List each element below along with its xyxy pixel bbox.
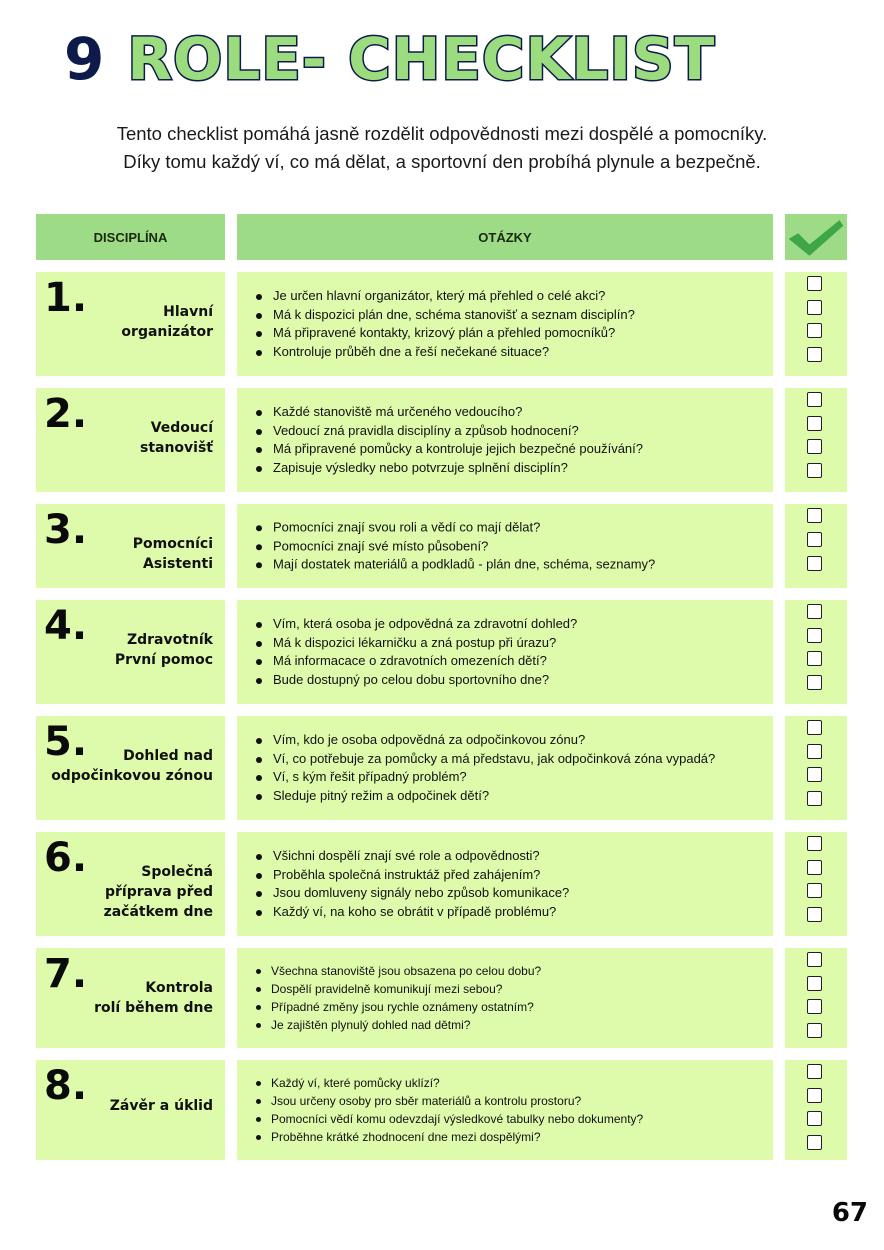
question-item: Proběhne krátké zhodnocení dne mezi dospělými?: [253, 1128, 643, 1146]
checkbox[interactable]: [807, 604, 822, 619]
header-discipline: DISCIPLÍNA: [36, 214, 225, 260]
checkbox-group: [807, 392, 822, 486]
role-name-line: Pomocníci: [132, 536, 213, 552]
question-list: [253, 518, 655, 574]
checkbox-cell: [785, 716, 847, 820]
questions-cell: [237, 388, 773, 492]
question-item: Sleduje pitný režim a odpočinek dětí?: [253, 787, 715, 806]
checkbox[interactable]: [807, 1023, 822, 1038]
question-item: Má k dispozici lékarničku a zná postup při úrazu?: [253, 634, 577, 653]
discipline-cell: [36, 504, 225, 588]
role-name-line: První pomoc: [114, 652, 213, 668]
checkbox-cell: [785, 388, 847, 492]
checkbox[interactable]: [807, 463, 822, 478]
role-name-line: Asistenti: [143, 556, 213, 572]
question-item: Má připravené kontakty, krizový plán a přehled pomocníků?: [253, 324, 635, 343]
checkbox-group: [807, 952, 822, 1046]
checkbox[interactable]: [807, 1111, 822, 1126]
question-list: [253, 615, 577, 689]
checkbox[interactable]: [807, 276, 822, 291]
question-item: Ví, s kým řešit případný problém?: [253, 768, 715, 787]
question-item: Má připravené pomůcky a kontroluje jejich bezpečné používání?: [253, 440, 643, 459]
question-item: Dospělí pravidelně komunikují mezi sebou?: [253, 980, 541, 998]
role-name: [133, 534, 213, 574]
question-item: Každý ví, na koho se obrátit v případě problému?: [253, 903, 569, 922]
intro-text: [40, 120, 844, 176]
checkbox[interactable]: [807, 416, 822, 431]
discipline-cell: [36, 716, 225, 820]
checkbox-cell: [785, 1060, 847, 1160]
question-list: [253, 847, 569, 921]
checkbox[interactable]: [807, 556, 822, 571]
checkbox[interactable]: [807, 836, 822, 851]
checkbox[interactable]: [807, 999, 822, 1014]
question-item: Je zajištěn plynulý dohled nad dětmi?: [253, 1016, 541, 1034]
role-name: [140, 418, 213, 458]
question-item: Kontroluje průběh dne a řeší nečekané situace?: [253, 343, 635, 362]
questions-cell: [237, 948, 773, 1048]
checkbox-cell: [785, 600, 847, 704]
intro-line: Tento checklist pomáhá jasně rozdělit odpovědnosti mezi dospělé a pomocníky.: [116, 123, 768, 144]
question-item: Případné změny jsou rychle oznámeny ostatním?: [253, 998, 541, 1016]
role-name-line: Kontrola: [145, 980, 213, 996]
checkbox[interactable]: [807, 508, 822, 523]
checkbox-cell: [785, 948, 847, 1048]
checkbox[interactable]: [807, 744, 822, 759]
question-item: Každý ví, které pomůcky uklízí?: [253, 1074, 643, 1092]
checkbox[interactable]: [807, 392, 822, 407]
row-number: 8.: [44, 1063, 88, 1109]
title-text: ROLE- CHECKLIST: [127, 25, 716, 93]
questions-cell: [237, 600, 773, 704]
checkbox-group: [807, 508, 822, 580]
question-item: Pomocníci znají své místo působení?: [253, 537, 655, 556]
row-number: 4.: [44, 603, 88, 649]
questions-cell: [237, 272, 773, 376]
checkbox-group: [807, 720, 822, 814]
role-name: [51, 746, 213, 786]
checkbox-group: [807, 836, 822, 930]
question-item: Pomocníci znají svou roli a vědí co mají dělat?: [253, 518, 655, 537]
checkbox[interactable]: [807, 767, 822, 782]
question-item: Má k dispozici plán dne, schéma stanovišť a seznam disciplín?: [253, 306, 635, 325]
row-number: 5.: [44, 719, 88, 765]
checkbox[interactable]: [807, 347, 822, 362]
discipline-cell: [36, 600, 225, 704]
question-item: Ví, co potřebuje za pomůcky a má představu, jak odpočinková zóna vypadá?: [253, 750, 715, 769]
role-name-line: Zdravotník: [126, 632, 213, 648]
header-check: [785, 214, 847, 260]
row-number: 7.: [44, 951, 88, 997]
checkbox[interactable]: [807, 791, 822, 806]
questions-cell: [237, 716, 773, 820]
checkbox[interactable]: [807, 883, 822, 898]
question-item: Mají dostatek materiálů a podkladů - plán dne, schéma, seznamy?: [253, 555, 655, 574]
checkbox-cell: [785, 272, 847, 376]
question-item: Vím, kdo je osoba odpovědná za odpočinkovou zónu?: [253, 731, 715, 750]
checkmark-icon: [785, 215, 847, 259]
discipline-cell: [36, 1060, 225, 1160]
role-name: [115, 630, 213, 670]
question-item: Vedoucí zná pravidla disciplíny a způsob hodnocení?: [253, 422, 643, 441]
checkbox[interactable]: [807, 1135, 822, 1150]
discipline-cell: [36, 948, 225, 1048]
question-item: Každé stanoviště má určeného vedoucího?: [253, 403, 643, 422]
question-item: Pomocníci vědí komu odevzdají výsledkové tabulky nebo dokumenty?: [253, 1110, 643, 1128]
checkbox[interactable]: [807, 860, 822, 875]
checkbox[interactable]: [807, 323, 822, 338]
checkbox[interactable]: [807, 1064, 822, 1079]
page-title: [64, 26, 715, 92]
questions-cell: [237, 504, 773, 588]
checkbox[interactable]: [807, 628, 822, 643]
question-list: [253, 962, 541, 1034]
question-item: Zapisuje výsledky nebo potvrzuje splnění disciplín?: [253, 459, 643, 478]
checkbox-cell: [785, 504, 847, 588]
question-item: Vím, která osoba je odpovědná za zdravotní dohled?: [253, 615, 577, 634]
question-item: Jsou určeny osoby pro sběr materiálů a kontrolu prostoru?: [253, 1092, 643, 1110]
role-name: [104, 862, 213, 922]
role-name: [121, 302, 213, 342]
checkbox[interactable]: [807, 300, 822, 315]
row-number: 2.: [44, 391, 88, 437]
question-item: Má informacace o zdravotních omezeních dětí?: [253, 652, 577, 671]
checkbox-cell: [785, 832, 847, 936]
intro-line: Díky tomu každý ví, co má dělat, a sportovní den probíhá plynule a bezpečně.: [123, 151, 761, 172]
question-list: [253, 403, 643, 477]
question-list: [253, 287, 635, 361]
role-name-line: odpočinkovou zónou: [51, 768, 213, 784]
question-item: Je určen hlavní organizátor, který má přehled o celé akci?: [253, 287, 635, 306]
role-name-line: Společná: [141, 864, 213, 880]
role-name-line: začátkem dne: [103, 904, 213, 920]
checkbox[interactable]: [807, 675, 822, 690]
role-name-line: Dohled nad: [123, 748, 213, 764]
checkbox[interactable]: [807, 532, 822, 547]
checkbox-group: [807, 604, 822, 698]
header-questions: OTÁZKY: [237, 214, 773, 260]
row-number: 3.: [44, 507, 88, 553]
checkbox[interactable]: [807, 720, 822, 735]
role-name: [110, 1096, 213, 1116]
questions-cell: [237, 832, 773, 936]
discipline-cell: [36, 832, 225, 936]
question-item: Všechna stanoviště jsou obsazena po celou dobu?: [253, 962, 541, 980]
role-name: [94, 978, 213, 1018]
role-name-line: stanovišť: [139, 440, 213, 456]
role-name-line: Závěr a úklid: [109, 1098, 213, 1114]
role-name-line: příprava před: [105, 884, 213, 900]
checkbox[interactable]: [807, 651, 822, 666]
role-name-line: rolí během dne: [94, 1000, 213, 1016]
role-name-line: organizátor: [121, 324, 213, 340]
question-list: [253, 731, 715, 805]
question-item: Bude dostupný po celou dobu sportovního dne?: [253, 671, 577, 690]
row-number: 1.: [44, 275, 88, 321]
checkbox-group: [807, 276, 822, 370]
checkbox[interactable]: [807, 976, 822, 991]
question-item: Jsou domluveny signály nebo způsob komunikace?: [253, 884, 569, 903]
discipline-cell: [36, 272, 225, 376]
role-name-line: Vedoucí: [150, 420, 213, 436]
questions-cell: [237, 1060, 773, 1160]
checkbox-group: [807, 1064, 822, 1158]
checkbox[interactable]: [807, 439, 822, 454]
checkbox[interactable]: [807, 907, 822, 922]
checkbox[interactable]: [807, 952, 822, 967]
checkbox[interactable]: [807, 1088, 822, 1103]
role-name-line: Hlavní: [163, 304, 213, 320]
question-item: Proběhla společná instruktáž před zahájením?: [253, 866, 569, 885]
title-number: 9: [64, 25, 106, 93]
page-number: 67: [831, 1198, 868, 1228]
discipline-cell: [36, 388, 225, 492]
row-number: 6.: [44, 835, 88, 881]
question-list: [253, 1074, 643, 1146]
question-item: Všichni dospělí znají své role a odpovědnosti?: [253, 847, 569, 866]
